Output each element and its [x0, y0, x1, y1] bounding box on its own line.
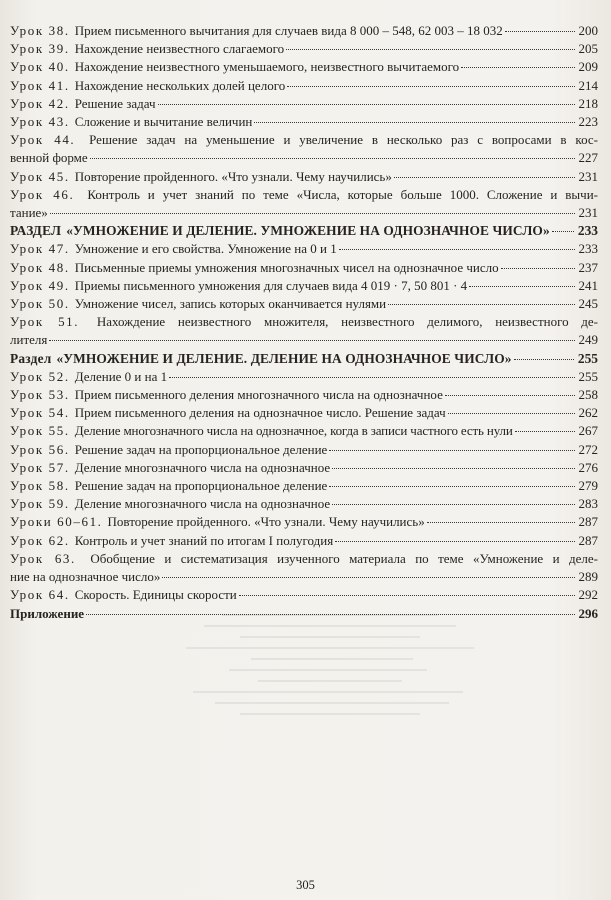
section-label: Раздел — [10, 350, 52, 366]
dot-leader — [329, 450, 574, 451]
section-label: РАЗДЕЛ — [10, 223, 62, 239]
toc-entry[interactable] — [10, 550, 598, 586]
dot-leader — [448, 413, 575, 414]
dot-leader — [427, 522, 575, 523]
toc-lesson-label: Урок 41. — [10, 77, 70, 93]
dot-leader — [388, 304, 574, 305]
toc-page-number: 209 — [578, 59, 598, 75]
toc-page-number: 276 — [578, 459, 598, 475]
toc-lesson-label: Урок 45. — [10, 168, 70, 184]
toc-lesson-label: Урок 54. — [10, 405, 70, 421]
dot-leader — [50, 213, 575, 214]
toc-lesson-label: Урок 62. — [10, 532, 70, 548]
toc-title-line1: Нахождение неизвестного множителя, неизвестного делимого, неизвестного де- — [96, 314, 598, 330]
toc-page-number: 262 — [578, 405, 598, 421]
toc-title-line2: лителя — [10, 332, 48, 348]
toc-page-number: 287 — [578, 514, 598, 530]
toc-entry[interactable] — [10, 513, 598, 531]
toc-title: Контроль и учет знаний по итогам I полугодия — [74, 532, 334, 548]
toc-lesson-label: Урок 53. — [10, 387, 70, 403]
toc-lesson-label: Урок 42. — [10, 95, 70, 111]
toc-entry[interactable] — [10, 95, 598, 113]
toc-entry[interactable] — [10, 441, 598, 459]
dot-leader — [505, 31, 575, 32]
toc-entry[interactable] — [10, 532, 598, 550]
toc-lesson-label: Урок 44. — [10, 132, 76, 148]
toc-entry[interactable] — [10, 240, 598, 258]
toc-title: Нахождение неизвестного уменьшаемого, неизвестного вычитаемого — [74, 59, 460, 75]
toc-title-line1: Контроль и учет знаний по теме «Числа, которые больше 1000. Сложение и вычи- — [87, 186, 598, 202]
toc-title-line2: венной форме — [10, 150, 88, 166]
toc-lesson-label: Урок 40. — [10, 59, 70, 75]
toc-page-number: 289 — [578, 569, 598, 585]
appendix-title: Приложение — [10, 605, 85, 621]
dot-leader — [158, 104, 575, 105]
toc-page-number: 296 — [578, 605, 598, 621]
toc-title-line1: Решение задач на уменьшение и увеличение в несколько раз с вопросами в кос- — [89, 132, 598, 148]
toc-lesson-label: Урок 56. — [10, 441, 70, 457]
toc-title: Повторение пройденного. «Что узнали. Чему научились» — [74, 168, 392, 184]
toc-page-number: 255 — [577, 350, 598, 366]
toc-page-number: 227 — [578, 150, 598, 166]
dot-leader — [287, 86, 574, 87]
dot-leader — [332, 504, 574, 505]
toc-page-number: 249 — [578, 332, 598, 348]
toc-page-number: 231 — [578, 168, 598, 184]
toc-title: Приемы письменного умножения для случаев вида 4 019 · 7, 50 801 · 4 — [74, 277, 468, 293]
toc-page-number: 283 — [578, 496, 598, 512]
dot-leader — [286, 49, 574, 50]
toc-page-number: 267 — [578, 423, 598, 439]
toc-lesson-label: Урок 59. — [10, 496, 70, 512]
toc-section-heading[interactable] — [10, 222, 598, 240]
dot-leader — [162, 577, 574, 578]
dot-leader — [332, 468, 574, 469]
toc-lesson-label: Урок 64. — [10, 587, 70, 603]
toc-lesson-label: Урок 46. — [10, 186, 75, 202]
dot-leader — [239, 595, 575, 596]
dot-leader — [552, 231, 574, 232]
toc-appendix[interactable] — [10, 605, 598, 623]
toc-title: Деление многозначного числа на однозначное, когда в записи частного есть нули — [74, 423, 513, 439]
toc-entry[interactable] — [10, 113, 598, 131]
toc-title: Решение задач — [74, 95, 156, 111]
toc-lesson-label: Урок 48. — [10, 259, 70, 275]
dot-leader — [329, 486, 574, 487]
toc-entry[interactable] — [10, 186, 598, 222]
toc-entry[interactable] — [10, 295, 598, 313]
toc-title-line2: ние на однозначное число» — [10, 569, 161, 585]
toc-title: Нахождение нескольких долей целого — [74, 77, 286, 93]
dot-leader — [469, 286, 574, 287]
toc-section-heading[interactable] — [10, 350, 598, 368]
toc-title: Прием письменного вычитания для случаев вида 8 000 – 548, 62 003 – 18 032 — [74, 23, 503, 38]
toc-title: Письменные приемы умножения многозначных чисел на однозначное число — [74, 259, 499, 275]
page-number: 305 — [296, 878, 315, 892]
table-of-contents — [10, 22, 598, 623]
toc-entry[interactable] — [10, 168, 598, 186]
toc-entry[interactable] — [10, 77, 598, 95]
toc-lesson-label: Урок 39. — [10, 41, 70, 57]
toc-entry[interactable] — [10, 259, 598, 277]
dot-leader — [335, 541, 574, 542]
toc-page-number: 218 — [578, 95, 598, 111]
bleed-through-text — [150, 605, 510, 815]
dot-leader — [461, 67, 574, 68]
toc-page-number: 223 — [578, 114, 598, 130]
toc-lesson-label: Урок 43. — [10, 114, 70, 130]
toc-lesson-label: Уроки 60–61. — [10, 514, 103, 530]
toc-page-number: 200 — [578, 23, 598, 38]
toc-lesson-label: Урок 58. — [10, 478, 70, 494]
toc-page-number: 233 — [577, 223, 598, 239]
toc-entry[interactable] — [10, 586, 598, 604]
toc-title: Деление многозначного числа на однозначное — [74, 459, 331, 475]
toc-lesson-label: Урок 57. — [10, 459, 70, 475]
toc-page-number: 258 — [578, 387, 598, 403]
toc-entry[interactable] — [10, 386, 598, 404]
toc-entry[interactable] — [10, 477, 598, 495]
dot-leader — [515, 431, 575, 432]
toc-page-number: 205 — [578, 41, 598, 57]
toc-page-number: 272 — [578, 441, 598, 457]
toc-page-number: 292 — [578, 587, 598, 603]
toc-lesson-label: Урок 63. — [10, 550, 76, 566]
toc-entry[interactable] — [10, 277, 598, 295]
toc-title: Деление многозначного числа на однозначное — [74, 496, 331, 512]
toc-entry[interactable] — [10, 368, 598, 386]
toc-title: Прием письменного деления на однозначное число. Решение задач — [74, 405, 446, 421]
toc-page-number: 255 — [578, 368, 598, 384]
toc-page-number: 237 — [578, 259, 598, 275]
toc-lesson-label: Урок 50. — [10, 296, 70, 312]
toc-title-line1: Обобщение и систематизация изученного материала по теме «Умножение и деле- — [90, 550, 599, 566]
dot-leader — [339, 249, 575, 250]
dot-leader — [445, 395, 575, 396]
toc-entry[interactable] — [10, 22, 598, 40]
toc-title: Решение задач на пропорциональное деление — [74, 478, 328, 494]
toc-title: Решение задач на пропорциональное деление — [74, 441, 328, 457]
dot-leader — [90, 158, 575, 159]
section-title: «УМНОЖЕНИЕ И ДЕЛЕНИЕ. ДЕЛЕНИЕ НА ОДНОЗНАЧНОЕ ЧИСЛО» — [56, 350, 512, 366]
toc-title: Умножение чисел, запись которых оканчивается нулями — [74, 296, 387, 312]
section-title: «УМНОЖЕНИЕ И ДЕЛЕНИЕ. УМНОЖЕНИЕ НА ОДНОЗНАЧНОЕ ЧИСЛО» — [66, 223, 550, 239]
toc-title-line2: тание» — [10, 205, 48, 221]
toc-page-number: 245 — [578, 296, 598, 312]
toc-lesson-label: Урок 49. — [10, 277, 70, 293]
toc-entry[interactable] — [10, 422, 598, 440]
toc-title: Сложение и вычитание величин — [74, 114, 253, 130]
toc-title: Повторение пройденного. «Что узнали. Чему научились» — [107, 514, 425, 530]
dot-leader — [169, 377, 574, 378]
dot-leader — [49, 340, 574, 341]
toc-title: Деление 0 и на 1 — [74, 368, 168, 384]
dot-leader — [254, 122, 574, 123]
dot-leader — [86, 614, 574, 615]
toc-page-number: 233 — [578, 241, 598, 257]
toc-lesson-label: Урок 55. — [10, 423, 70, 439]
toc-title: Скорость. Единицы скорости — [74, 587, 237, 603]
toc-title: Прием письменного деления многозначного числа на однозначное — [74, 387, 443, 403]
toc-entry[interactable] — [10, 313, 598, 349]
toc-entry[interactable] — [10, 404, 598, 422]
dot-leader — [514, 359, 574, 360]
toc-page-number: 241 — [578, 277, 598, 293]
toc-lesson-label: Урок 47. — [10, 241, 70, 257]
toc-title: Умножение и его свойства. Умножение на 0 и 1 — [74, 241, 337, 257]
toc-entry[interactable] — [10, 131, 598, 167]
toc-entry[interactable] — [10, 40, 598, 58]
toc-page-number: 231 — [578, 205, 598, 221]
toc-page-number: 279 — [578, 478, 598, 494]
dot-leader — [501, 268, 575, 269]
toc-title: Нахождение неизвестного слагаемого — [74, 41, 285, 57]
toc-lesson-label: Урок 52. — [10, 368, 70, 384]
toc-page-number: 287 — [578, 532, 598, 548]
toc-entry[interactable] — [10, 58, 598, 76]
toc-page-number: 214 — [578, 77, 598, 93]
dot-leader — [394, 177, 575, 178]
toc-entry[interactable] — [10, 495, 598, 513]
toc-entry[interactable] — [10, 459, 598, 477]
toc-lesson-label: Урок 51. — [10, 314, 80, 330]
toc-lesson-label: Урок 38. — [10, 23, 70, 38]
